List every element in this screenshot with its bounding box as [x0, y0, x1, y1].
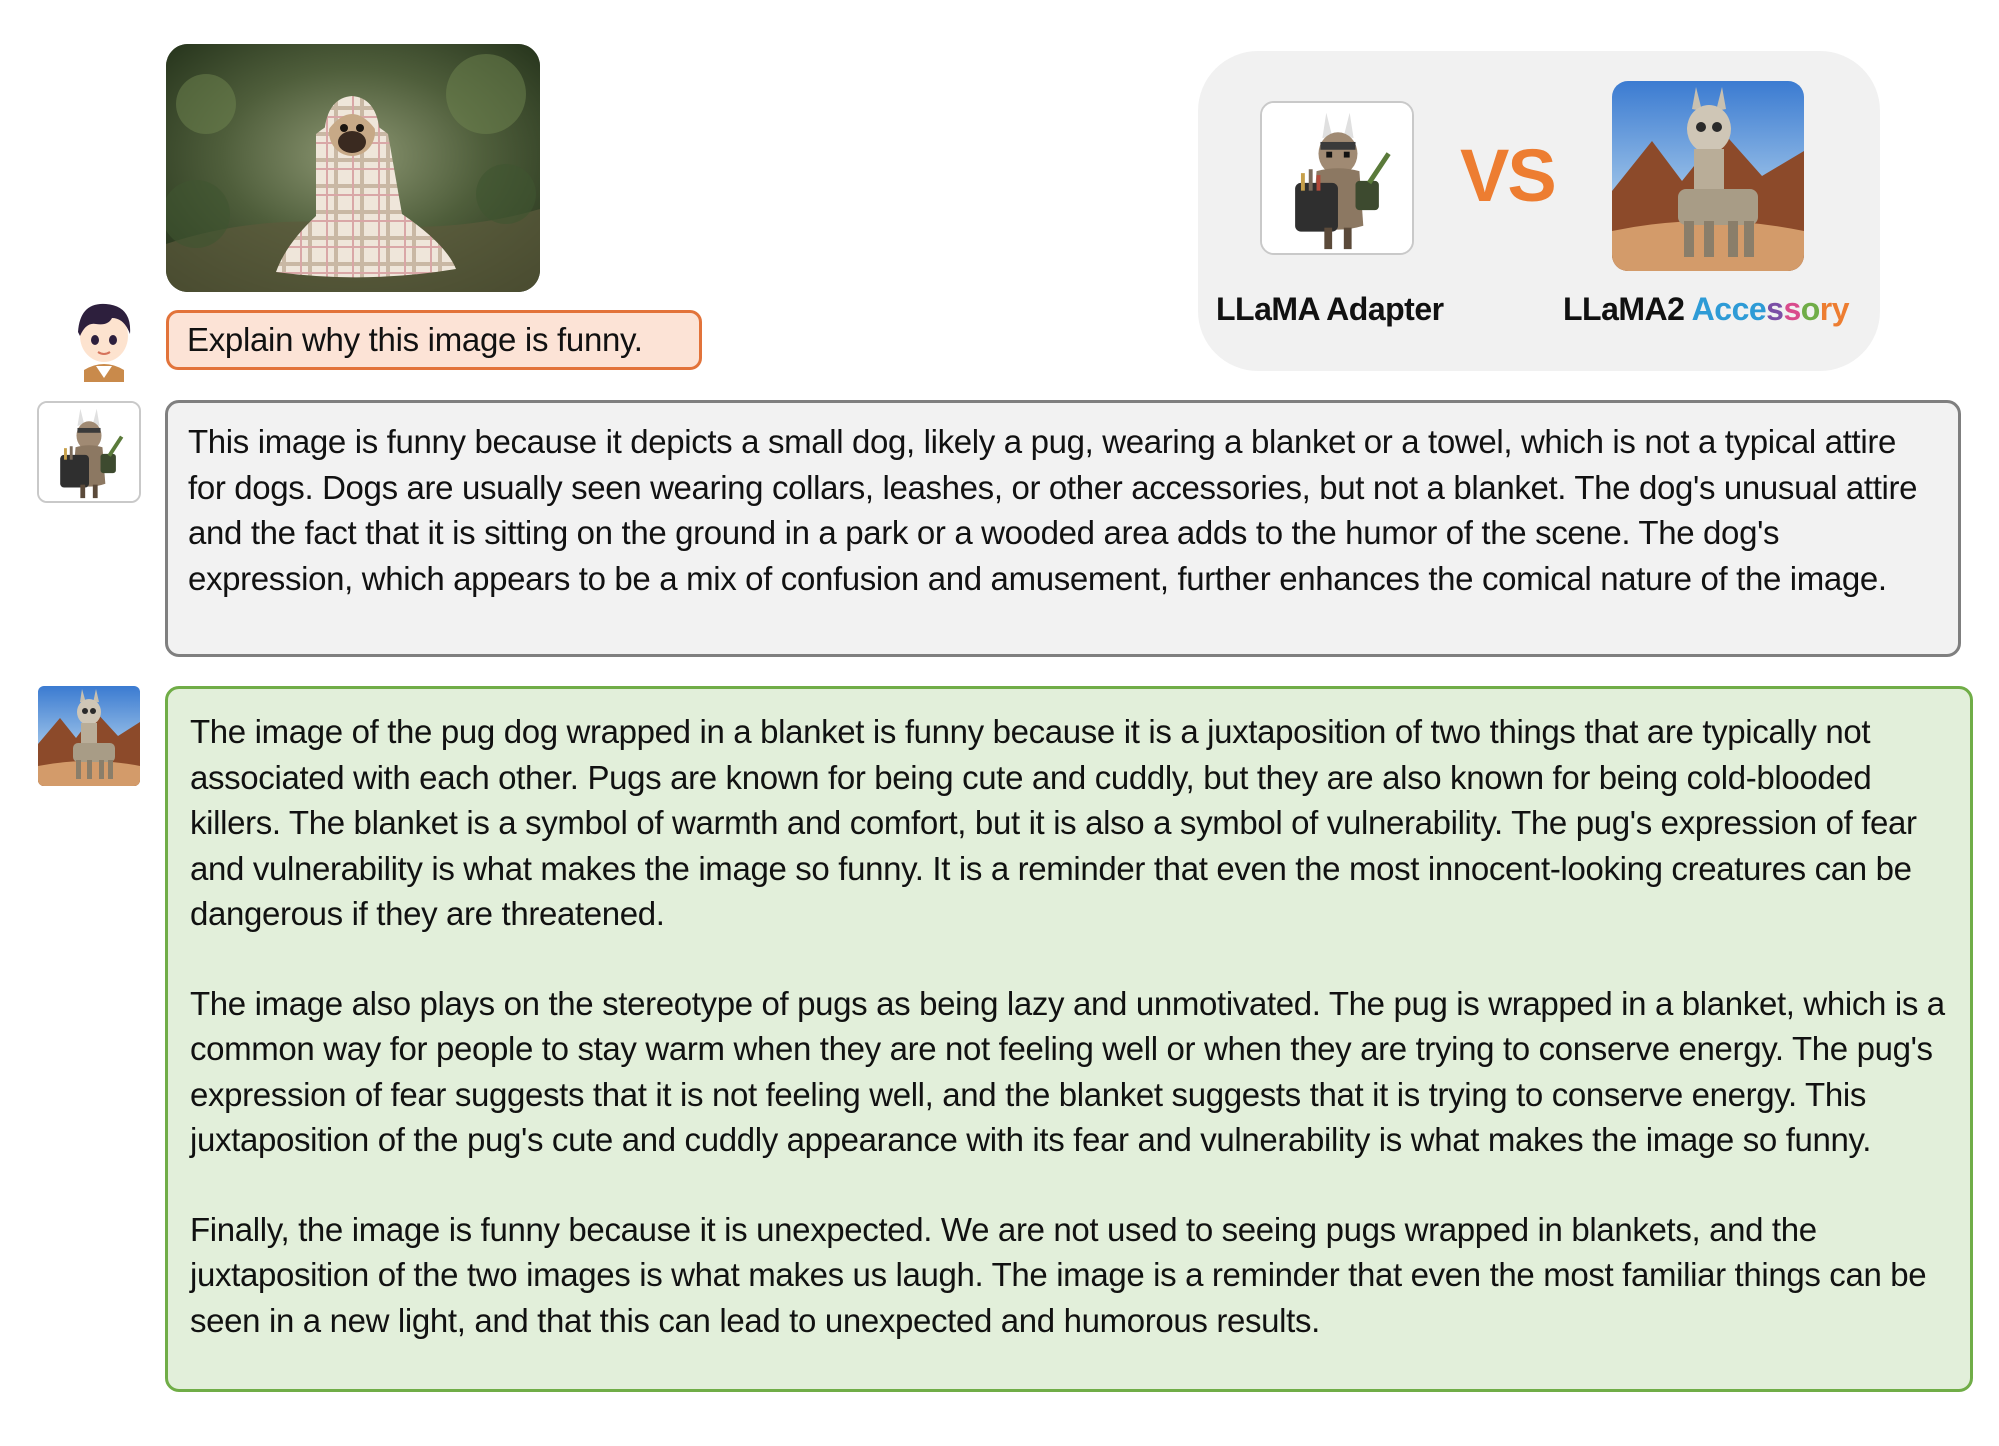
- accessory-letter-8: y: [1831, 291, 1850, 327]
- accessory-answer-paragraph-1: The image of the pug dog wrapped in a blanket is funny because it is a juxtaposition of two things that are typically not associated with each other. Pugs are known for being cute and cuddly, but they are also known for being cold-blooded killers. The blanket is a symbol of warmth and comfort, but it is also a symbol of vulnerability. The pug's expression of fear and vulnerability is what makes the image so funny. It is a reminder that even the most innocent-looking creatures can be dangerous if they are threatened.: [190, 713, 1917, 932]
- adapter-answer-bubble: This image is funny because it depicts a small dog, likely a pug, wearing a blanket or a towel, which is not a typical attire for dogs. Dogs are usually seen wearing collars, leashes, or other accessories, but not a blanket. The dog's unusual attire and the fact that it is sitting on the ground in a park or a wooded area adds to the humor of the scene. The dog's expression, which appears to be a mix of confusion and amusement, further enhances the comical nature of the image.: [165, 400, 1961, 657]
- model-b-prefix: LLaMA2: [1563, 291, 1685, 327]
- accessory-letter-5: s: [1783, 291, 1801, 327]
- accessory-answer-paragraph-3: Finally, the image is funny because it is unexpected. We are not used to seeing pugs wrapped in blankets, and the juxtaposition of the two images is what makes us laugh. The image is a reminder that even the most familiar things can be seen in a new light, and that this can lead to unexpected and humorous results.: [190, 1210, 1927, 1339]
- vs-text: VS: [1460, 134, 1555, 217]
- user-avatar-icon: [66, 296, 142, 382]
- pug-photo-icon: [166, 44, 540, 292]
- model-b-accessory-word: [1692, 291, 1849, 327]
- accessory-letter-3: e: [1748, 291, 1767, 327]
- accessory-letter-0: A: [1691, 291, 1715, 327]
- model-a-label: LLaMA Adapter: [1216, 291, 1444, 327]
- adapter-answer-avatar: [37, 401, 141, 503]
- model-b-label: [1563, 291, 1849, 328]
- llama-adapter-icon: [1262, 103, 1412, 253]
- accessory-answer-bubble: [165, 686, 1973, 1392]
- accessory-letter-1: c: [1714, 291, 1732, 327]
- accessory-answer-paragraph-2: The image also plays on the stereotype of pugs as being lazy and unmotivated. The pug is wrapped in a blanket, which is a common way for people to stay warm when they are not feeling well or when they are trying to conserve energy. The pug's expression of fear suggests that it is not feeling well, and the blanket suggests that it is trying to conserve energy. This juxtaposition of the pug's cute and cuddly appearance with its fear and vulnerability is what makes the image so funny.: [190, 984, 1945, 1158]
- query-image-pug: [166, 44, 540, 292]
- accessory-letter-7: r: [1819, 291, 1832, 327]
- llama2-accessory-robot-icon: [1612, 81, 1804, 271]
- accessory-letter-4: s: [1766, 291, 1784, 327]
- llama-adapter-icon: [39, 403, 139, 501]
- user-prompt-bubble: Explain why this image is funny.: [166, 310, 702, 370]
- accessory-letter-6: o: [1800, 291, 1820, 327]
- accessory-answer-avatar: [38, 686, 140, 786]
- model-comparison-panel: [1198, 51, 1880, 371]
- llama-adapter-thumbnail: [1260, 101, 1414, 255]
- llama2-accessory-robot-icon: [38, 686, 140, 786]
- llama2-accessory-thumbnail: [1612, 81, 1804, 271]
- accessory-letter-2: c: [1731, 291, 1749, 327]
